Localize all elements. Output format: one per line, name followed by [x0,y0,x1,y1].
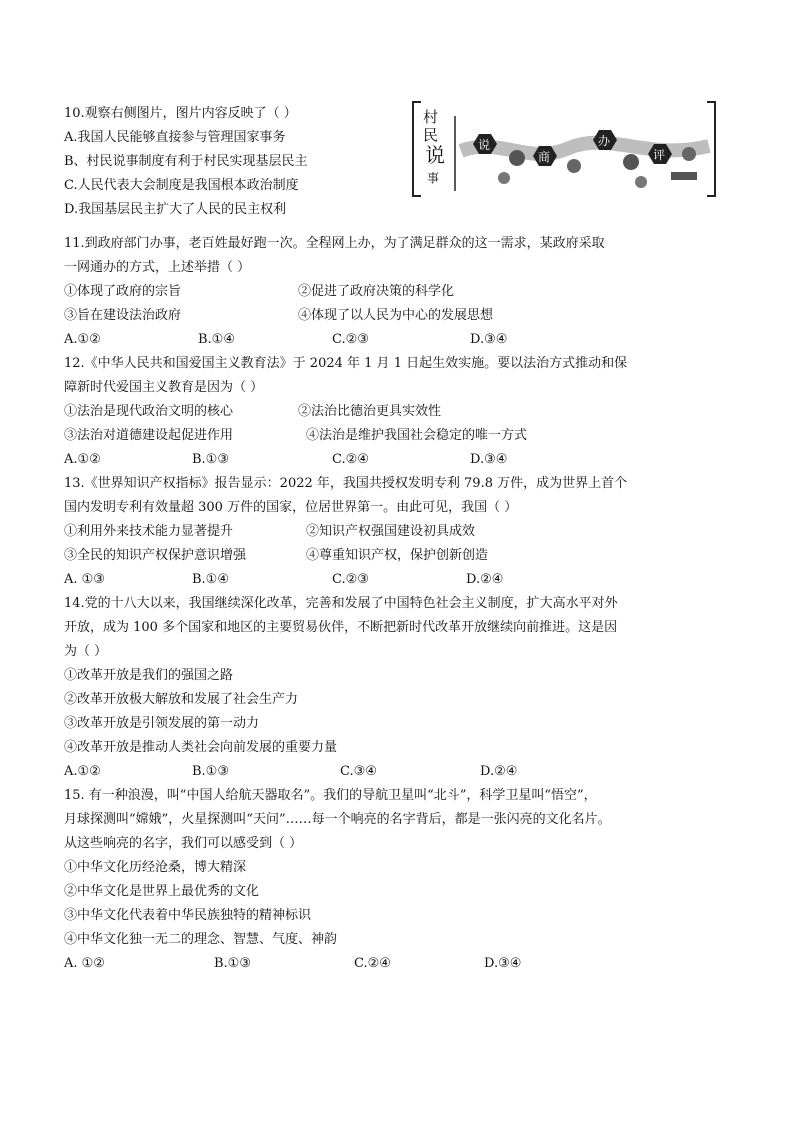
q12-choice-a: A.①② [64,452,101,467]
q14-statement-1: ①改革开放是我们的强国之路 [64,668,234,683]
figure-title-char-1: 村 [423,108,439,126]
q15-stem-line2: 月球探测叫“嫦娥”，火星探测叫“天问”……每一个响亮的名字背后，都是一张闪亮的文化名片。 [64,812,611,827]
q12-statement-1: ①法治是现代政治文明的核心 [64,404,234,419]
q10-option-a: A.我国人民能够直接参与管理国家事务 [64,130,286,145]
q11-statement-2: ②促进了政府决策的科学化 [298,284,455,299]
q14-stem-line3: 为（ ） [64,644,108,659]
q12-statement-4: ④法治是维护我国社会稳定的唯一方式 [306,428,528,443]
q15-statement-1: ①中华文化历经沧桑，博大精深 [64,860,247,875]
q15-choice-a: A. ①② [64,956,105,971]
q13-stem-line1: 13.《世界知识产权指标》报告显示：2022 年，我国共授权发明专利 79.8 万件，成为世界上首个 [64,476,628,491]
q11-choice-c: C.②③ [332,332,369,347]
hex-word-3: 办 [598,134,611,148]
q13-choice-d: D.②④ [466,572,504,587]
q11-statement-3: ③旨在建设法治政府 [64,308,182,323]
hex-word-1: 说 [478,138,491,152]
q13-stem-line2: 国内发明专利有效量超 300 万件的国家，位居世界第一。由此可见，我国（ ） [64,500,518,515]
q11-choice-b: B.①④ [198,332,235,347]
q13-statement-3: ③全民的知识产权保护意识增强 [64,548,247,563]
q12-statement-3: ③法治对道德建设起促进作用 [64,428,234,443]
q13-statement-2: ②知识产权强国建设初具成效 [306,524,476,539]
q11-choice-d: D.③④ [470,332,508,347]
figure-title-char-3: 说 [425,143,445,167]
q10-option-d: D.我国基层民主扩大了人民的民主权利 [64,202,287,217]
q12-choice-d: D.③④ [470,452,508,467]
q14-statement-2: ②改革开放极大解放和发展了社会生产力 [64,692,299,707]
q14-statement-4: ④改革开放是推动人类社会向前发展的重要力量 [64,740,338,755]
q13-choice-b: B.①④ [192,572,229,587]
q13-choice-a: A. ①③ [64,572,105,587]
q12-choice-c: C.②④ [332,452,369,467]
hex-word-2: 商 [538,150,551,164]
q14-choice-a: A.①② [64,764,101,779]
q10-option-b: B、村民说事制度有利于村民实现基层民主 [64,154,308,169]
q11-stem-line2: 一网通办的方式，上述举措（ ） [64,260,251,275]
q14-choice-b: B.①③ [192,764,229,779]
q15-statement-3: ③中华文化代表着中华民族独特的精神标识 [64,908,312,923]
q14-stem-line1: 14.党的十八大以来，我国继续深化改革，完善和发展了中国特色社会主义制度，扩大高水平对外 [64,596,618,611]
hex-word-4: 评 [653,148,666,162]
q13-statement-4: ④尊重知识产权，保护创新创造 [306,548,489,563]
q13-choice-c: C.②③ [332,572,369,587]
q15-choice-d: D.③④ [484,956,522,971]
figure-title-char-2: 民 [423,126,439,144]
q14-choice-d: D.②④ [480,764,518,779]
q14-stem-line2: 开放，成为 100 多个国家和地区的主要贸易伙伴，不断把新时代改革开放继续向前推进。这是因 [64,620,618,635]
q11-choice-a: A.①② [64,332,101,347]
q11-statement-4: ④体现了以人民为中心的发展思想 [298,308,494,323]
q11-stem-line1: 11.到政府部门办事，老百姓最好跑一次。全程网上办，为了满足群众的这一需求，某政府采取 [64,236,605,251]
q15-stem-line1: 15. 有一种浪漫，叫“中国人给航天器取名”。我们的导航卫星叫“北斗”，科学卫星叫“悟空”， [64,788,597,803]
q12-statement-2: ②法治比德治更具实效性 [298,404,442,419]
q13-statement-1: ①利用外来技术能力显著提升 [64,524,234,539]
q12-choice-b: B.①③ [192,452,229,467]
q12-stem-line2: 障新时代爱国主义教育是因为（ ） [64,380,264,395]
q15-stem-line3: 从这些响亮的名字，我们可以感受到（ ） [64,836,303,851]
figure-title-char-4: 事 [427,171,440,185]
q15-statement-4: ④中华文化独一无二的理念、智慧、气度、神韵 [64,932,338,947]
q15-choice-b: B.①③ [214,956,251,971]
village-talk-figure [409,96,719,204]
q10-option-c: C.人民代表大会制度是我国根本政治制度 [64,178,299,193]
q15-statement-2: ②中华文化是世界上最优秀的文化 [64,884,260,899]
q12-stem-line1: 12.《中华人民共和国爱国主义教育法》于 2024 年 1 月 1 日起生效实施。要以法治方式推动和保 [64,356,628,371]
q14-statement-3: ③改革开放是引领发展的第一动力 [64,716,260,731]
q10-stem: 10.观察右侧图片，图片内容反映了（ ） [64,106,297,121]
q14-choice-c: C.③④ [340,764,377,779]
q11-statement-1: ①体现了政府的宗旨 [64,284,182,299]
q15-choice-c: C.②④ [354,956,391,971]
